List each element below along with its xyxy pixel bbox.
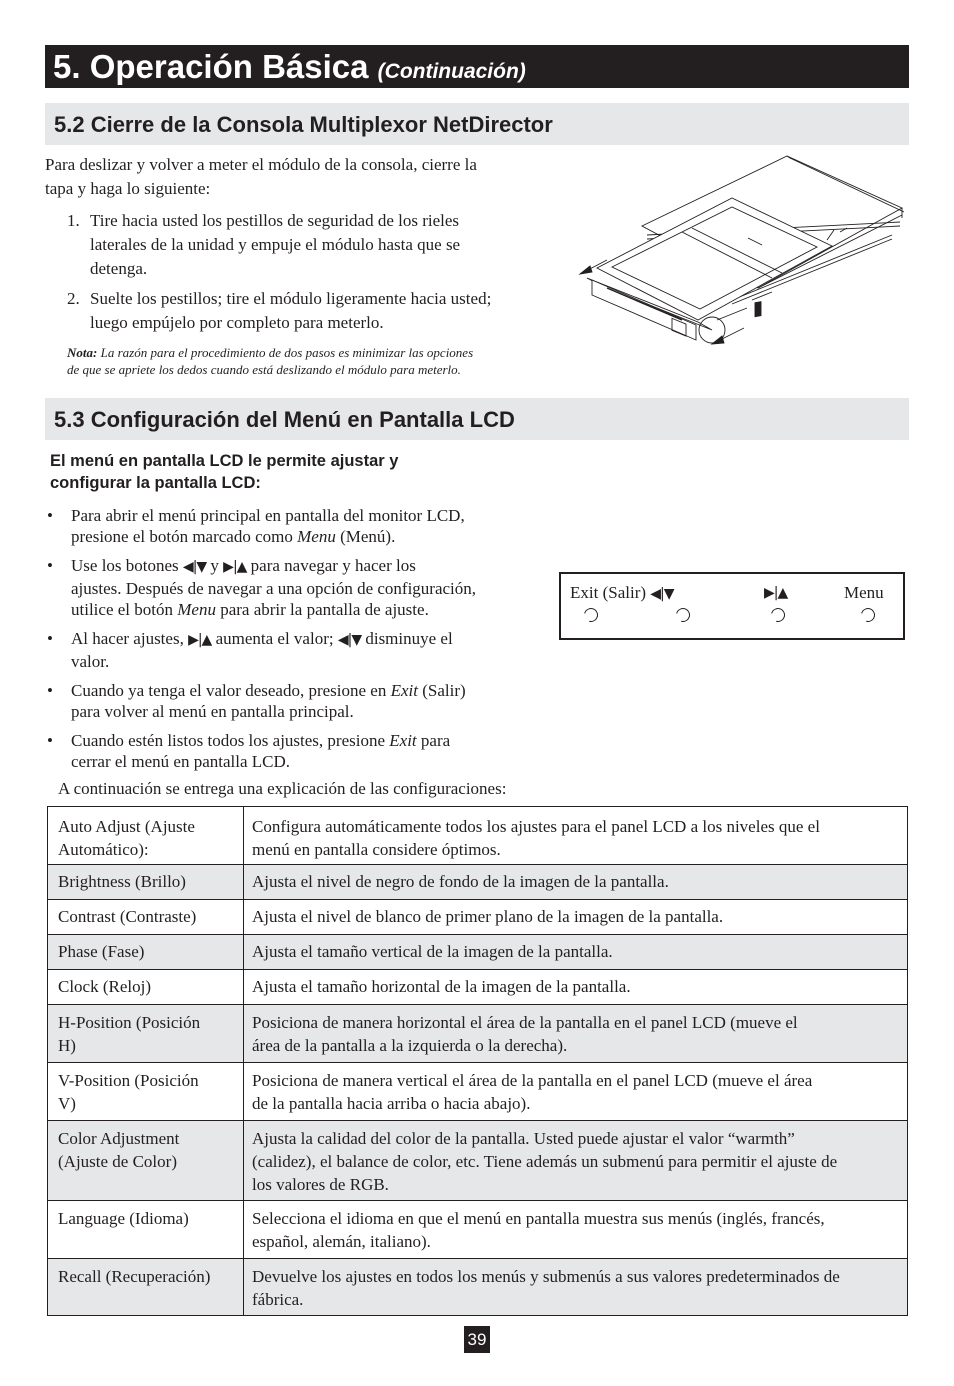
note bbox=[67, 344, 552, 378]
emphasis: Exit bbox=[389, 731, 417, 750]
table-row bbox=[48, 1121, 908, 1201]
step-line: laterales de la unidad y empuje el módulo hasta que se bbox=[90, 235, 461, 254]
table-row bbox=[48, 1259, 908, 1316]
bullet-list bbox=[45, 505, 535, 780]
step-number: 2. bbox=[67, 289, 80, 308]
text: para navegar y hacer los bbox=[246, 556, 416, 575]
table-row bbox=[48, 807, 908, 865]
text: Ajusta la calidad del color de la pantalla. Usted puede ajustar el valor “warmth” bbox=[252, 1129, 795, 1148]
text: presione el botón marcado como bbox=[71, 527, 298, 546]
setting-name bbox=[48, 1121, 244, 1201]
left-down-arrow-icon: ◀|▼ bbox=[337, 632, 362, 648]
setting-description: Ajusta el tamaño horizontal de la imagen de la pantalla. bbox=[244, 970, 908, 1005]
table-caption: A continuación se entrega una explicación de las configuraciones: bbox=[58, 779, 507, 798]
text: Exit (Salir) bbox=[570, 583, 647, 602]
emphasis: Menu bbox=[297, 527, 336, 546]
text: Auto Adjust (Ajuste bbox=[58, 817, 195, 836]
kvm-console-illustration bbox=[572, 150, 910, 350]
setting-description bbox=[244, 1201, 908, 1259]
settings-table bbox=[47, 806, 908, 1316]
setting-name bbox=[48, 1063, 244, 1121]
step-line: Suelte los pestillos; tire el módulo ligeramente hacia usted; bbox=[90, 289, 492, 308]
section-5-2-intro bbox=[45, 153, 555, 201]
setting-name: Recall (Recuperación) bbox=[48, 1259, 244, 1316]
setting-description bbox=[244, 1005, 908, 1063]
setting-name: Brightness (Brillo) bbox=[48, 865, 244, 900]
setting-description: Ajusta el nivel de negro de fondo de la imagen de la pantalla. bbox=[244, 865, 908, 900]
bullet-dot: • bbox=[47, 556, 53, 575]
step-line: detenga. bbox=[90, 259, 148, 278]
lcd-button-panel bbox=[559, 572, 905, 640]
text: V-Position (Posición bbox=[58, 1071, 199, 1090]
table-row bbox=[48, 935, 908, 970]
bullet-line bbox=[71, 599, 535, 620]
text: Configura automáticamente todos los ajustes para el panel LCD a los niveles que el bbox=[252, 817, 820, 836]
text: Color Adjustment bbox=[58, 1129, 180, 1148]
text: V) bbox=[58, 1094, 76, 1113]
section-heading-5-2 bbox=[45, 103, 909, 145]
bullet-line: para volver al menú en pantalla principal. bbox=[71, 702, 354, 721]
bullet-line: Para abrir el menú principal en pantalla del monitor LCD, bbox=[71, 506, 465, 525]
setting-description bbox=[244, 807, 908, 865]
note-line: de que se apriete los dedos cuando está deslizando el módulo para meterlo. bbox=[67, 362, 461, 377]
bullet-item bbox=[45, 505, 535, 547]
note-line: La razón para el procedimiento de dos pasos es minimizar las opciones bbox=[100, 345, 474, 360]
table-row bbox=[48, 865, 908, 900]
text: Posiciona de manera horizontal el área de la pantalla en el panel LCD (mueve el bbox=[252, 1013, 798, 1032]
table-row bbox=[48, 1063, 908, 1121]
note-label: Nota: bbox=[67, 345, 98, 360]
bullet-item bbox=[45, 555, 535, 620]
setting-name: Clock (Reloj) bbox=[48, 970, 244, 1005]
text: y bbox=[206, 556, 224, 575]
left-down-arrow-icon: ◀|▼ bbox=[182, 559, 207, 575]
setting-description bbox=[244, 1121, 908, 1201]
text: Devuelve los ajustes en todos los menús y submenús a sus valores predeterminados de bbox=[252, 1267, 840, 1286]
bullet-item bbox=[45, 730, 535, 772]
bullet-dot: • bbox=[47, 731, 53, 750]
menu-button[interactable] bbox=[858, 605, 877, 624]
text: para abrir la pantalla de ajuste. bbox=[215, 600, 429, 619]
text: Cuando estén listos todos los ajustes, presione bbox=[71, 731, 390, 750]
bullet-line bbox=[71, 526, 535, 547]
text: Use los botones bbox=[71, 556, 183, 575]
setting-name: Contrast (Contraste) bbox=[48, 900, 244, 935]
text: Automático): bbox=[58, 840, 149, 859]
left-down-button[interactable] bbox=[673, 605, 692, 624]
left-down-arrow-icon: ◀|▼ bbox=[650, 586, 674, 602]
right-up-button[interactable] bbox=[768, 605, 787, 624]
bullet-item bbox=[45, 628, 535, 672]
chapter-subtitle: (Continuación) bbox=[377, 60, 526, 83]
bullet-line bbox=[71, 555, 535, 578]
bullet-item bbox=[45, 680, 535, 722]
section-title: 5.3 Configuración del Menú en Pantalla LCD bbox=[54, 407, 515, 432]
intro-line: El menú en pantalla LCD le permite ajustar y bbox=[50, 452, 399, 470]
setting-description: Ajusta el nivel de blanco de primer plano de la imagen de la pantalla. bbox=[244, 900, 908, 935]
text: utilice el botón bbox=[71, 600, 178, 619]
page-number: 39 bbox=[464, 1326, 490, 1353]
exit-button-label bbox=[570, 583, 674, 603]
setting-name: Language (Idioma) bbox=[48, 1201, 244, 1259]
step-item bbox=[45, 287, 555, 335]
chapter-title: 5. Operación Básica (Continuación) bbox=[53, 48, 526, 85]
section-heading-5-3 bbox=[45, 398, 909, 440]
right-up-arrow-icon: ▶|▲ bbox=[764, 585, 788, 601]
menu-button-label: Menu bbox=[844, 583, 884, 602]
section-title: 5.2 Cierre de la Consola Multiplexor NetDirector bbox=[54, 112, 553, 137]
step-line: Tire hacia usted los pestillos de seguridad de los rieles bbox=[90, 211, 460, 230]
table-row bbox=[48, 1201, 908, 1259]
right-up-arrow-icon: ▶|▲ bbox=[223, 559, 247, 575]
setting-description bbox=[244, 1259, 908, 1316]
step-number: 1. bbox=[67, 211, 80, 230]
bullet-line: cerrar el menú en pantalla LCD. bbox=[71, 752, 291, 771]
setting-name: Phase (Fase) bbox=[48, 935, 244, 970]
step-item bbox=[45, 209, 555, 281]
text: para bbox=[416, 731, 451, 750]
intro-line: Para deslizar y volver a meter el módulo de la consola, cierre la bbox=[45, 155, 477, 174]
text: disminuye el bbox=[361, 629, 453, 648]
setting-name bbox=[48, 807, 244, 865]
steps-list bbox=[45, 209, 555, 341]
text: (Menú). bbox=[335, 527, 396, 546]
setting-name bbox=[48, 1005, 244, 1063]
text: Cuando ya tenga el valor deseado, presione en bbox=[71, 681, 391, 700]
text: área de la pantalla a la izquierda o la derecha). bbox=[252, 1036, 568, 1055]
bullet-line bbox=[71, 730, 535, 751]
table-row bbox=[48, 900, 908, 935]
bullet-line: ajustes. Después de navegar a una opción de configuración, bbox=[71, 579, 477, 598]
bullet-line bbox=[71, 628, 535, 651]
text: Posiciona de manera vertical el área de la pantalla en el panel LCD (mueve el área bbox=[252, 1071, 813, 1090]
table-row bbox=[48, 1005, 908, 1063]
text: de la pantalla hacia arriba o hacia abajo). bbox=[252, 1094, 531, 1113]
bullet-line: valor. bbox=[71, 652, 110, 671]
emphasis: Exit bbox=[390, 681, 418, 700]
intro-line: tapa y haga lo siguiente: bbox=[45, 179, 211, 198]
chapter-header bbox=[45, 45, 909, 88]
text: aumenta el valor; bbox=[211, 629, 338, 648]
setting-description bbox=[244, 1063, 908, 1121]
bullet-dot: • bbox=[47, 629, 53, 648]
step-line: luego empújelo por completo para meterlo. bbox=[90, 313, 384, 332]
table-row bbox=[48, 970, 908, 1005]
bullet-dot: • bbox=[47, 681, 53, 700]
text: menú en pantalla considere óptimos. bbox=[252, 840, 501, 859]
text: español, alemán, italiano). bbox=[252, 1232, 431, 1251]
intro-line: configurar la pantalla LCD: bbox=[50, 474, 261, 492]
text: H-Position (Posición bbox=[58, 1013, 201, 1032]
bullet-dot: • bbox=[47, 506, 53, 525]
text: (Salir) bbox=[417, 681, 466, 700]
emphasis: Menu bbox=[177, 600, 216, 619]
text: Al hacer ajustes, bbox=[71, 629, 189, 648]
text: fábrica. bbox=[252, 1290, 304, 1309]
text: H) bbox=[58, 1036, 76, 1055]
bullet-line bbox=[71, 680, 535, 701]
text: los valores de RGB. bbox=[252, 1175, 389, 1194]
right-up-arrow-icon: ▶|▲ bbox=[188, 632, 212, 648]
exit-button[interactable] bbox=[581, 605, 600, 624]
text: Selecciona el idioma en que el menú en pantalla muestra sus menús (inglés, francés, bbox=[252, 1209, 825, 1228]
text: (calidez), el balance de color, etc. Tiene además un submenú para permitir el ajuste de bbox=[252, 1152, 838, 1171]
text: (Ajuste de Color) bbox=[58, 1152, 177, 1171]
lcd-menu-intro bbox=[50, 450, 520, 494]
setting-description: Ajusta el tamaño vertical de la imagen de la pantalla. bbox=[244, 935, 908, 970]
